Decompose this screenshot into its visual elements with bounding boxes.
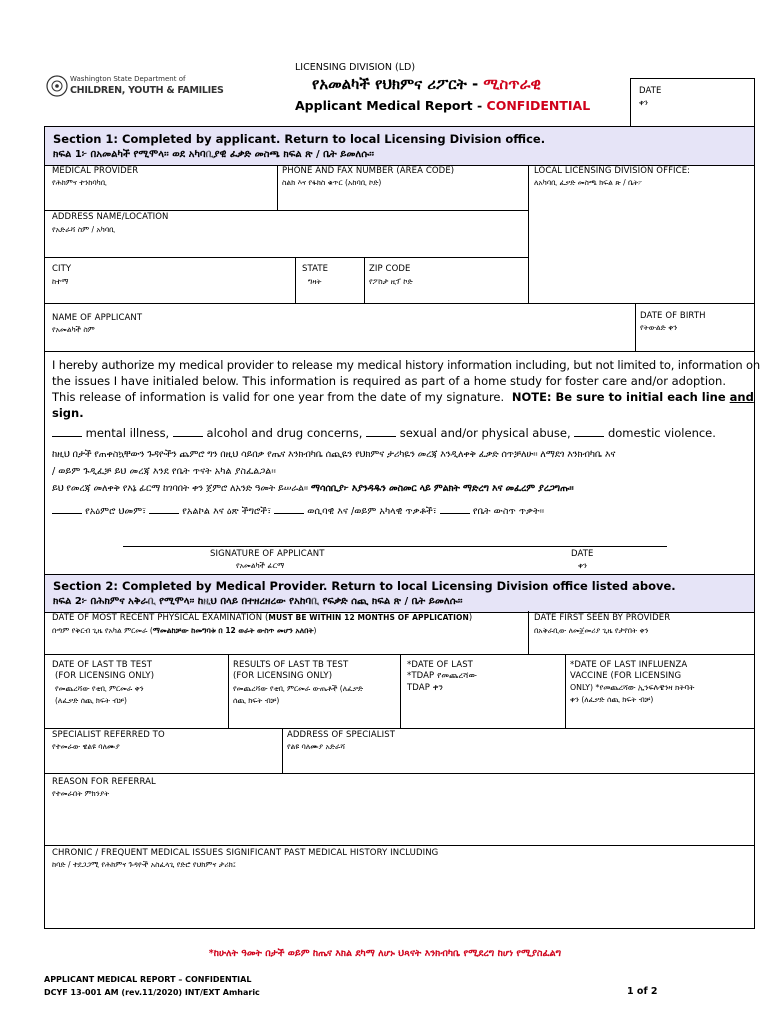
dob-am: የትውልድ ቀን	[640, 323, 678, 332]
footer-form-name: APPLICANT MEDICAL REPORT – CONFIDENTIAL	[44, 975, 252, 984]
title-en-red: CONFIDENTIAL	[486, 98, 591, 113]
chronic-issues-am: ከባድ / ተደጋጋሚ የሕክምና ጉዳዮች አስፈላጊ የድሮ የህክምና ታሪክ፤	[52, 860, 236, 869]
tb-result-am1: የመጨረሻው የቲቢ ምርመራ ውጤቶች (ለፈቃድ	[233, 684, 364, 693]
initial-blank[interactable]	[173, 435, 203, 437]
first-seen-label: DATE FIRST SEEN BY PROVIDER	[534, 613, 671, 623]
footer-red-note: *ከሁለት ዓመት በታች ወይም ከጤና እክል ደካማ ለሆኑ ህጻናት እንክብካቤ የሚደረግ ከሆነ የሚያስፈልግ	[208, 948, 562, 959]
specialist-label: SPECIALIST REFERRED TO	[52, 730, 165, 740]
authorization-text	[52, 357, 761, 421]
medical-provider-label: MEDICAL PROVIDER	[52, 166, 139, 176]
initials-line-en	[52, 425, 716, 441]
tb-date-field[interactable]	[45, 655, 228, 728]
state-label: STATE	[302, 264, 329, 274]
initial-blank[interactable]	[574, 435, 604, 437]
tdap-label3: TDAP ቀን	[407, 683, 444, 693]
initials-line-am	[52, 506, 544, 517]
zip-label: ZIP CODE	[369, 264, 411, 274]
flu-field[interactable]	[566, 655, 754, 728]
zip-am: የፖስታ ዚፕ ኮድ	[369, 277, 413, 286]
auth-line1: I hereby authorize my medical provider to release my medical history information including, but not limited to, information on	[52, 358, 761, 372]
am-initial-3: ወሲባዊ እና /ወይም አካላዊ ጥቃቶች፣	[307, 506, 437, 517]
dob-label: DATE OF BIRTH	[640, 311, 706, 321]
flu-label1: *DATE OF LAST INFLUENZA	[570, 660, 688, 670]
divider	[44, 351, 755, 352]
phone-fax-am: ስልክ እና የፋክስ ቁጥር (አከባቢ ኮድ)	[282, 178, 382, 187]
dcyf-logo-icon	[46, 75, 68, 97]
note-and: and	[729, 390, 754, 404]
initial-blank[interactable]	[440, 512, 470, 514]
medical-provider-field[interactable]	[45, 166, 277, 210]
tb-result-label2: (FOR LICENSING ONLY)	[233, 671, 333, 681]
signature-date-label: DATE	[571, 549, 594, 559]
title-en-black: Applicant Medical Report -	[295, 98, 487, 113]
local-office-am: ለአካባቢ ፈቃድ መስጫ ክፍል ጽ / ቤት፦	[534, 178, 643, 187]
dob-field[interactable]	[636, 304, 754, 351]
specialist-address-label: ADDRESS OF SPECIALIST	[287, 730, 396, 740]
initial-blank[interactable]	[149, 512, 179, 514]
phone-fax-label: PHONE AND FAX NUMBER (AREA CODE)	[282, 166, 455, 176]
tdap-label2: *TDAP የመጨረሻው	[407, 671, 477, 681]
signature-label: SIGNATURE OF APPLICANT	[210, 549, 325, 559]
referral-reason-am: የተመራበት ምክንያት	[52, 789, 110, 798]
authorization-text-am	[52, 446, 752, 497]
title-amharic	[312, 75, 541, 93]
am-note: ማሳሰቢያ፦ እያንዳዱን መስመር ላይ ምልክት ማድረግ እና መፈረም ያረጋግጡ፡፡	[310, 483, 574, 494]
referral-reason-field[interactable]	[45, 774, 754, 845]
am-initial-1: የአዕምሮ ህመም፣	[85, 506, 147, 517]
specialist-field[interactable]	[45, 729, 282, 773]
signature-date-am: ቀን	[578, 561, 587, 570]
flu-label2: VACCINE (FOR LICENSING	[570, 671, 682, 681]
section1-title: Section 1: Completed by applicant. Return to local Licensing Division office.	[53, 132, 546, 146]
title-english	[295, 98, 590, 113]
header-date-label: DATE	[639, 86, 662, 96]
state-field[interactable]	[296, 258, 364, 303]
section2-title-am: ክፍል 2፦ በሕክምና አቅራቢ የሚሞላ። ከዚህ በላይ በተዘረዘረው የአከባቢ የፍቃድ ሰጪ ክፍል ጽ / ቤት ይመለሱ፡፡	[53, 596, 463, 607]
initial-abuse: sexual and/or physical abuse,	[399, 426, 571, 440]
specialist-am: የተመራው ዌልዩ ባለሙያ	[52, 742, 120, 751]
section1-title-am: ክፍል 1፦ በአመልካች የሚሞላ፡፡ ወደ አካባቢያዊ ፈቃድ መስጫ ክፍል ጽ / ቤት ይመለሱ፡፡	[53, 149, 375, 160]
physical-exam-label: DATE OF MOST RECENT PHYSICAL EXAMINATION (MUST BE WITHIN 12 MONTHS OF APPLICATION)	[52, 613, 473, 623]
section2-title: Section 2: Completed by Medical Provider. Return to local Licensing Division office listed above.	[53, 579, 676, 593]
applicant-name-am: የአመልካች ስም	[52, 325, 95, 334]
auth-line3-text: This release of information is valid for one year from the date of my signature.	[52, 390, 505, 404]
specialist-address-field[interactable]	[283, 729, 754, 773]
initial-alcohol: alcohol and drug concerns,	[206, 426, 363, 440]
am-para-line3	[52, 480, 752, 497]
specialist-address-am: የልዩ ባለሙያ አድራሻ	[287, 742, 346, 751]
city-field[interactable]	[45, 258, 295, 303]
page-number: 1 of 2	[627, 986, 658, 997]
applicant-name-label: NAME OF APPLICANT	[52, 313, 143, 323]
local-office-field[interactable]	[529, 166, 754, 303]
footer-form-number: DCYF 13-001 AM (rev.11/2020) INT/EXT Amharic	[44, 988, 260, 997]
am-para-line3-text: ይህ የመረጃ መለቀቅ የእኔ ፊርማ ከገባበት ቀን ጀምሮ ለአንድ ዓመት ይሠራል፡፡	[52, 483, 311, 494]
initial-blank[interactable]	[366, 435, 396, 437]
auth-line3	[52, 389, 752, 405]
chronic-issues-label: CHRONIC / FREQUENT MEDICAL ISSUES SIGNIFICANT PAST MEDICAL HISTORY INCLUDING	[52, 848, 439, 858]
state-am: ግዛት	[308, 277, 322, 286]
tb-result-field[interactable]	[229, 655, 400, 728]
tdap-field[interactable]	[401, 655, 565, 728]
physical-exam-field[interactable]	[45, 612, 528, 654]
tb-result-am2: ሰጪ ክፍት ብቻ)	[233, 696, 280, 705]
note-text: NOTE: Be sure to initial each line and	[511, 390, 754, 404]
auth-line2: the issues I have initialed below. This information is required as part of a home study for foster care and/or adoption.	[52, 374, 726, 388]
city-label: CITY	[52, 264, 72, 274]
initial-blank[interactable]	[52, 512, 82, 514]
tb-date-am2: (ለፈቃድ ሰጪ ክፍት ብቻ)	[55, 696, 127, 705]
address-label: ADDRESS NAME/LOCATION	[52, 212, 169, 222]
header-date-box[interactable]	[630, 78, 755, 126]
city-am: ከተማ	[52, 277, 69, 286]
applicant-name-field[interactable]	[45, 304, 635, 351]
flu-label4: ቀን (ለፈቃድ ሰጪ ክፍት ብቻ)	[570, 695, 654, 704]
title-am-red: ሚስጥራዊ	[483, 75, 541, 93]
tb-date-label2: (FOR LICENSING ONLY)	[55, 671, 155, 681]
phone-fax-field[interactable]	[278, 166, 528, 210]
initial-blank[interactable]	[274, 512, 304, 514]
note-sign: sign.	[52, 406, 84, 420]
initial-domestic-violence: domestic violence.	[607, 426, 716, 440]
local-office-label: LOCAL LICENSING DIVISION OFFICE:	[534, 166, 691, 176]
initial-mental-illness: mental illness,	[85, 426, 170, 440]
tb-result-label1: RESULTS OF LAST TB TEST	[233, 660, 349, 670]
am-initial-4: የቤት ውስጥ ጥቃት፡፡	[472, 506, 545, 517]
division-label: LICENSING DIVISION (LD)	[295, 62, 416, 73]
section2-header	[45, 574, 754, 613]
section1-header	[45, 127, 754, 166]
medical-provider-am: የሕክምና ተንከባካቢ	[52, 178, 107, 187]
logo-line1: Washington State Department of	[70, 75, 186, 83]
initial-blank[interactable]	[52, 435, 82, 437]
first-seen-am: በአቅራቢው ለመጀመሪያ ጊዜ የታየበት ቀን	[534, 626, 649, 635]
first-seen-field[interactable]	[529, 612, 754, 654]
am-para-line1: ከዚህ በታች የጠቀስኳቸውን ጉዳዮችን ጨምሮ ግን በዚህ ሳይበቃ የጤና እንክብካቤ ሰጪዬን የህክምና ታሪካዬን መረጃ እንዲለቀቅ ፈቃድ ሰጥቻለሁ፡፡ ለማደጎ እንክብካቤ እና	[52, 449, 616, 460]
flu-label3: ONLY) *የመጨረሻው ኢንፍሉዌንዛ ክትባት	[570, 683, 695, 692]
am-para-line2: / ወይም ጉዲፈቻ ይህ መረጃ እንደ የቤት ጥናት አካል ያስፈልጋል፡፡	[52, 466, 276, 477]
zip-field[interactable]	[365, 258, 528, 303]
tb-date-label1: DATE OF LAST TB TEST	[52, 660, 153, 670]
chronic-issues-field[interactable]	[45, 846, 754, 928]
address-am: የአድራሻ ስም / አካባቢ	[52, 225, 116, 234]
header-date-am: ቀን	[639, 98, 648, 107]
physical-exam-am: በጣም የቅርብ ጊዜ የአካል ምርመራ (ማመልከቻው ከመግባቱ በ 12 ወራት ውስጥ መሆን አለበት)	[52, 626, 317, 635]
tdap-label1: *DATE OF LAST	[407, 660, 473, 670]
address-field[interactable]	[45, 211, 528, 256]
logo-line2: CHILDREN, YOUTH & FAMILIES	[70, 85, 224, 96]
title-am-black: የአመልካች የህክምና ሪፖርት -	[312, 75, 484, 93]
signature-line[interactable]	[123, 546, 667, 547]
am-initial-2: የአልኮል እና ዕጽ ችግሮች፣	[182, 506, 272, 517]
tb-date-am1: የመጨረሻው የቲቢ ምርመራ ቀን	[55, 684, 144, 693]
dcyf-logo	[46, 73, 224, 103]
referral-reason-label: REASON FOR REFERRAL	[52, 777, 156, 787]
signature-am: የአመልካች ፊርማ	[236, 561, 285, 570]
